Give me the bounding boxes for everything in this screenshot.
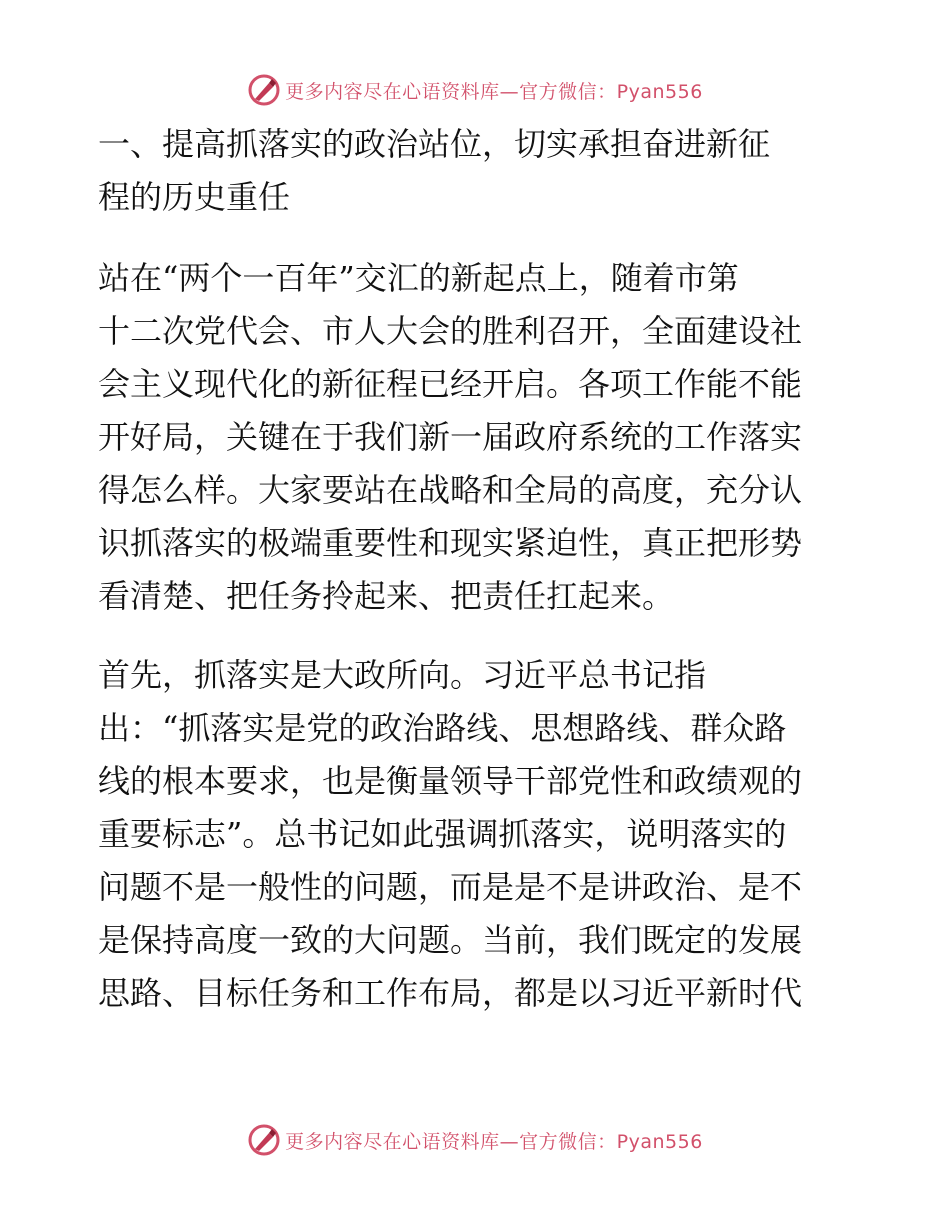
paragraph-line: 站在“两个一百年”交汇的新起点上，随着市第 [98, 259, 739, 297]
pen-logo-icon [247, 1123, 281, 1157]
paragraph-line: 重要标志”。总书记如此强调抓落实，说明落实的 [98, 815, 787, 853]
paragraph-line: 线的根本要求，也是衡量领导干部党性和政绩观的 [98, 762, 803, 800]
pen-logo-icon [247, 73, 281, 107]
paragraph-line: 问题不是一般性的问题，而是是不是讲政治、是不 [98, 868, 803, 906]
paragraph-line: 得怎么样。大家要站在战略和全局的高度，充分认 [98, 471, 803, 509]
paragraph-line: 开好局，关键在于我们新一届政府系统的工作落实 [98, 418, 803, 456]
paragraph-1 [98, 252, 850, 623]
heading-line: 程的历史重任 [98, 178, 291, 216]
document-body [98, 118, 850, 1020]
section-heading [98, 118, 850, 224]
watermark-text: 更多内容尽在心语资料库—官方微信：Pyan556 [285, 80, 703, 103]
paragraph-line: 首先，抓落实是大政所向。习近平总书记指 [98, 656, 707, 694]
paragraph-2 [98, 649, 850, 1020]
watermark-text: 更多内容尽在心语资料库—官方微信：Pyan556 [285, 1130, 703, 1153]
heading-line: 一、提高抓落实的政治站位，切实承担奋进新征 [98, 125, 771, 163]
paragraph-line: 会主义现代化的新征程已经开启。各项工作能不能 [98, 365, 803, 403]
footer-watermark-banner [0, 1120, 950, 1160]
header-watermark-banner [0, 70, 950, 110]
paragraph-line: 出：“抓落实是党的政治路线、思想路线、群众路 [98, 709, 787, 747]
paragraph-line: 思路、目标任务和工作布局，都是以习近平新时代 [98, 974, 803, 1012]
paragraph-line: 是保持高度一致的大问题。当前，我们既定的发展 [98, 921, 803, 959]
paragraph-line: 十二次党代会、市人大会的胜利召开，全面建设社 [98, 312, 803, 350]
paragraph-line: 识抓落实的极端重要性和现实紧迫性，真正把形势 [98, 524, 803, 562]
paragraph-line: 看清楚、把任务拎起来、把责任扛起来。 [98, 577, 675, 615]
